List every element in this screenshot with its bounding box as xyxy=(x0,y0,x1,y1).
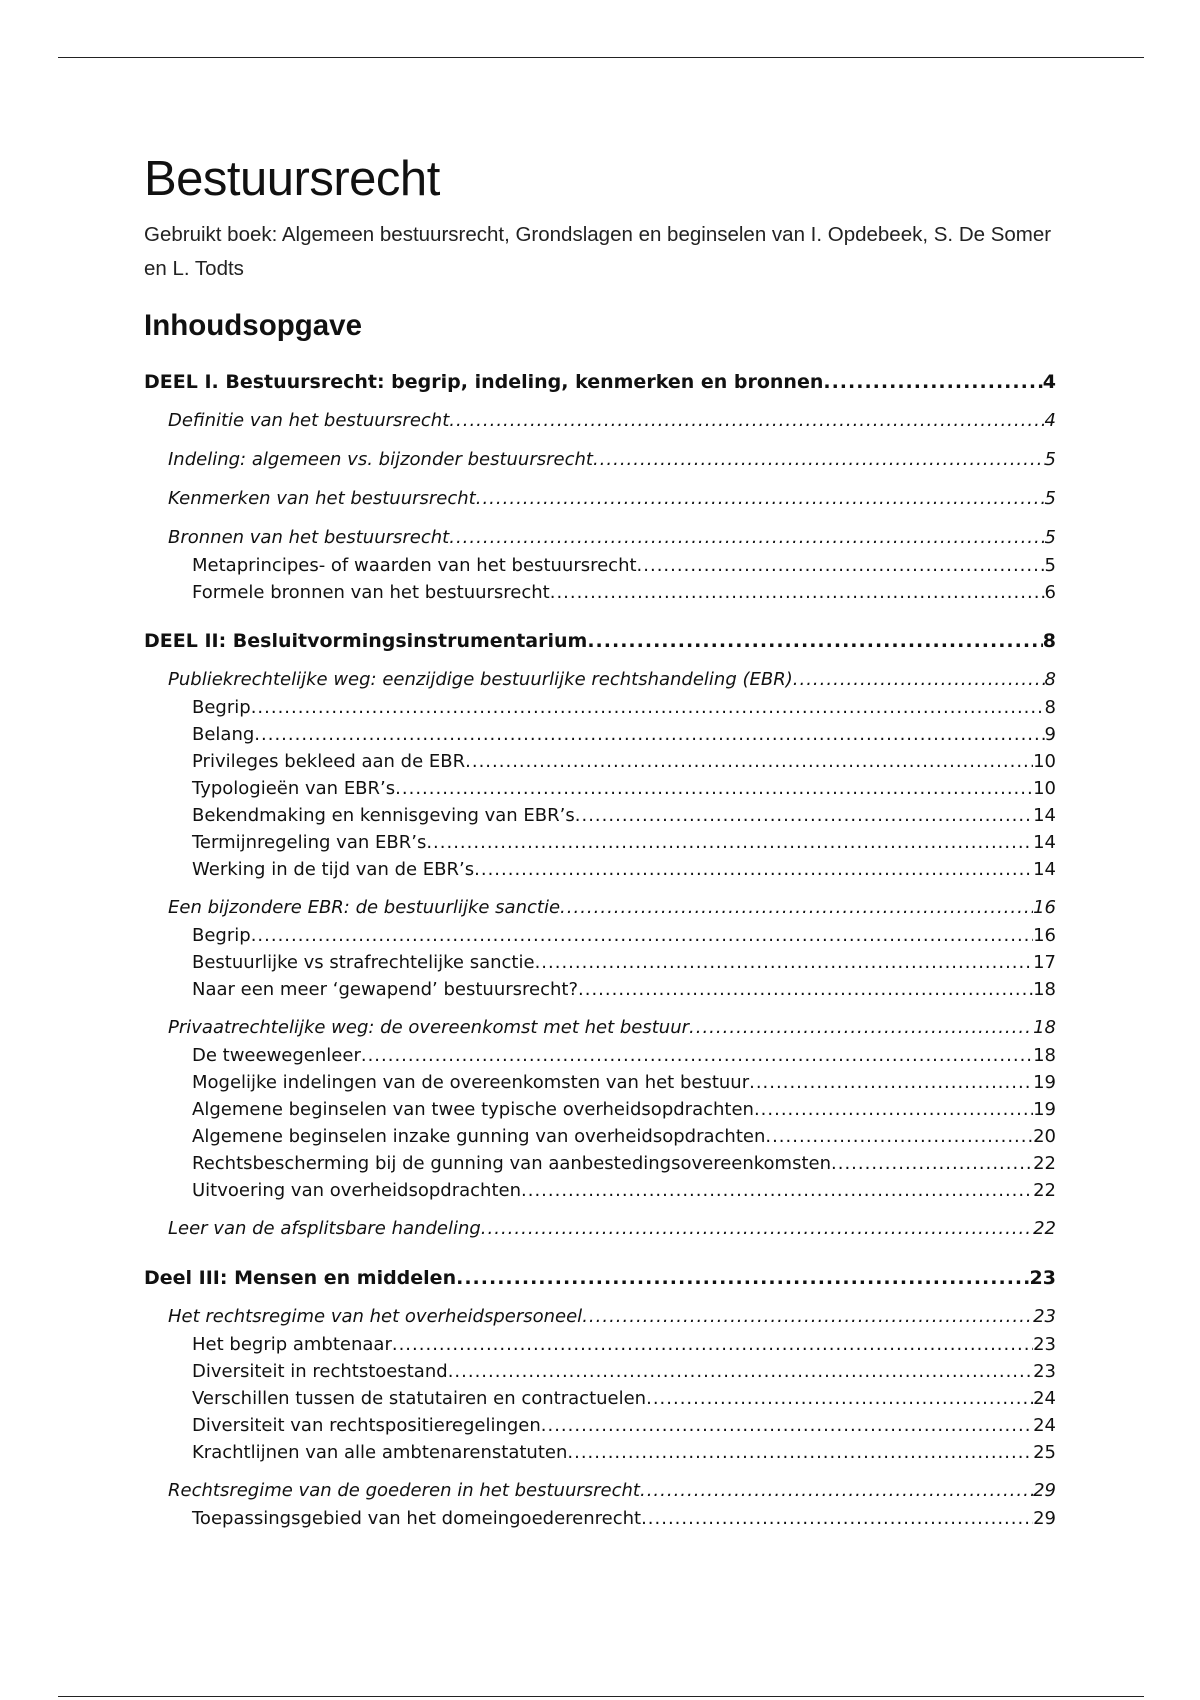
toc-leader xyxy=(395,775,1033,802)
toc-page-number: 29 xyxy=(1033,1508,1056,1529)
document-title: Bestuursrecht xyxy=(144,152,440,206)
toc-entry-title: Diversiteit van rechtspositieregelingen xyxy=(192,1415,541,1436)
toc-section[interactable] xyxy=(144,1177,1056,1204)
toc-entry-title: Definitie van het bestuursrecht xyxy=(168,410,450,431)
toc-page-number: 24 xyxy=(1033,1415,1056,1436)
toc-entry-title: Indeling: algemeen vs. bijzonder bestuursrecht xyxy=(168,449,593,470)
toc-leader xyxy=(481,1215,1033,1243)
document-subtitle: Gebruikt boek: Algemeen bestuursrecht, Grondslagen en beginselen van I. Opdebeek, S. De Somer en L. Todts xyxy=(144,223,1052,280)
toc-chapter[interactable] xyxy=(144,666,1056,694)
toc-page-number: 14 xyxy=(1033,859,1056,880)
toc-entry-title: Bestuurlijke vs strafrechtelijke sanctie xyxy=(192,952,535,973)
toc-entry-title: Begrip xyxy=(192,697,251,718)
toc-section[interactable] xyxy=(144,1358,1056,1385)
toc-section[interactable] xyxy=(144,829,1056,856)
toc-entry-title: Het rechtsregime van het overheidspersoneel xyxy=(168,1306,583,1327)
toc-chapter[interactable] xyxy=(144,524,1056,552)
toc-section[interactable] xyxy=(144,748,1056,775)
toc-entry-title: Kenmerken van het bestuursrecht xyxy=(168,488,476,509)
toc-chapter[interactable] xyxy=(144,485,1056,513)
toc-page-number: 22 xyxy=(1033,1153,1056,1174)
toc-page-number: 18 xyxy=(1033,979,1056,1000)
toc-leader xyxy=(749,1069,1033,1096)
toc-leader xyxy=(593,446,1045,474)
toc-leader xyxy=(465,748,1033,775)
toc-page-number: 10 xyxy=(1033,751,1056,772)
toc-page-number: 19 xyxy=(1033,1099,1056,1120)
toc-entry-title: Diversiteit in rechtstoestand xyxy=(192,1361,448,1382)
toc-page-number: 8 xyxy=(1044,669,1056,690)
toc-leader xyxy=(535,949,1034,976)
toc-leader xyxy=(582,1303,1033,1331)
toc-page-number: 6 xyxy=(1044,582,1056,603)
toc-leader xyxy=(560,894,1033,922)
toc-entry-title: DEEL II: Besluitvormingsinstrumentarium xyxy=(144,630,588,652)
toc-chapter[interactable] xyxy=(144,894,1056,922)
toc-entry-title: Privileges bekleed aan de EBR xyxy=(192,751,466,772)
toc-section[interactable] xyxy=(144,856,1056,883)
toc-leader xyxy=(254,721,1044,748)
toc-part-3[interactable] xyxy=(144,1264,1056,1292)
toc-entry-title: Werking in de tijd van de EBR’s xyxy=(192,859,475,880)
toc-entry-title: Belang xyxy=(192,724,255,745)
toc-leader xyxy=(448,1358,1033,1385)
toc-page-number: 14 xyxy=(1033,805,1056,826)
toc-leader xyxy=(823,368,1042,396)
toc-page-number: 8 xyxy=(1044,697,1056,718)
toc-section[interactable] xyxy=(144,1439,1056,1466)
toc-leader xyxy=(640,1477,1033,1505)
toc-section[interactable] xyxy=(144,1331,1056,1358)
page-content xyxy=(144,140,1056,1532)
toc-page-number: 24 xyxy=(1033,1388,1056,1409)
toc-entry-title: Termijnregeling van EBR’s xyxy=(192,832,427,853)
toc-leader xyxy=(521,1177,1033,1204)
toc-entry-title: Algemene beginselen van twee typische overheidsopdrachten xyxy=(192,1099,754,1120)
toc-leader xyxy=(449,524,1044,552)
toc-leader xyxy=(793,666,1045,694)
toc-page-number: 5 xyxy=(1044,527,1056,548)
toc-entry-title: Rechtsregime van de goederen in het bestuursrecht xyxy=(168,1480,640,1501)
toc-entry-title: Bekendmaking en kennisgeving van EBR’s xyxy=(192,805,575,826)
toc-entry-title: Formele bronnen van het bestuursrecht xyxy=(192,582,550,603)
toc-section[interactable] xyxy=(144,1123,1056,1150)
toc-page-number: 4 xyxy=(1042,371,1056,393)
toc-leader xyxy=(637,552,1045,579)
toc-leader xyxy=(541,1412,1033,1439)
toc-section[interactable] xyxy=(144,1096,1056,1123)
toc-page-number: 23 xyxy=(1033,1361,1056,1382)
toc-leader xyxy=(754,1096,1033,1123)
toc-page-number: 10 xyxy=(1033,778,1056,799)
toc-page-number: 23 xyxy=(1033,1306,1056,1327)
toc-leader xyxy=(476,485,1045,513)
toc-leader xyxy=(575,802,1033,829)
toc-leader xyxy=(587,627,1042,655)
toc-heading: Inhoudsopgave xyxy=(144,309,362,342)
toc-leader xyxy=(456,1264,1029,1292)
toc-chapter[interactable] xyxy=(144,1477,1056,1505)
toc-page-number: 8 xyxy=(1042,630,1056,652)
toc-entry-title: De tweewegenleer xyxy=(192,1045,361,1066)
toc-entry-title: Uitvoering van overheidsopdrachten xyxy=(192,1180,521,1201)
toc-chapter[interactable] xyxy=(144,1014,1056,1042)
toc-section[interactable] xyxy=(144,949,1056,976)
toc-chapter[interactable] xyxy=(144,446,1056,474)
toc-page-number: 5 xyxy=(1044,555,1056,576)
toc-leader xyxy=(646,1385,1033,1412)
toc-leader xyxy=(578,976,1033,1003)
toc-section[interactable] xyxy=(144,1042,1056,1069)
toc-page-number: 25 xyxy=(1033,1442,1056,1463)
toc-entry-title: DEEL I. Bestuursrecht: begrip, indeling, kenmerken en bronnen xyxy=(144,371,824,393)
toc-entry-title: Naar een meer ‘gewapend’ bestuursrecht? xyxy=(192,979,579,1000)
toc-leader xyxy=(392,1331,1033,1358)
toc-leader xyxy=(449,407,1044,435)
toc-entry-title: Publiekrechtelijke weg: eenzijdige bestuurlijke rechtshandeling (EBR) xyxy=(168,669,793,690)
toc-leader xyxy=(567,1439,1033,1466)
toc-entry-title: Privaatrechtelijke weg: de overeenkomst met het bestuur xyxy=(168,1017,690,1038)
toc-entry-title: Metaprincipes- of waarden van het bestuursrecht xyxy=(192,555,637,576)
toc-leader xyxy=(361,1042,1033,1069)
toc-section[interactable] xyxy=(144,922,1056,949)
toc-entry-title: Krachtlijnen van alle ambtenarenstatuten xyxy=(192,1442,568,1463)
toc-section[interactable] xyxy=(144,775,1056,802)
toc-section[interactable] xyxy=(144,552,1056,579)
toc-page-number: 23 xyxy=(1033,1334,1056,1355)
toc-section[interactable] xyxy=(144,721,1056,748)
toc-page-number: 18 xyxy=(1033,1045,1056,1066)
toc-entry-title: Deel III: Mensen en middelen xyxy=(144,1267,457,1289)
toc-section[interactable] xyxy=(144,802,1056,829)
toc-page-number: 14 xyxy=(1033,832,1056,853)
toc-page-number: 18 xyxy=(1033,1017,1056,1038)
toc-page-number: 5 xyxy=(1044,488,1056,509)
toc-leader xyxy=(426,829,1033,856)
toc-leader xyxy=(474,856,1033,883)
toc-section[interactable] xyxy=(144,1069,1056,1096)
toc-page-number: 29 xyxy=(1033,1480,1056,1501)
toc-section[interactable] xyxy=(144,1412,1056,1439)
toc-chapter[interactable] xyxy=(144,1215,1056,1243)
toc-part-2[interactable] xyxy=(144,627,1056,655)
toc-entry-title: Rechtsbescherming bij de gunning van aanbestedingsovereenkomsten xyxy=(192,1153,831,1174)
toc-part-1[interactable] xyxy=(144,368,1056,396)
toc-section[interactable] xyxy=(144,1150,1056,1177)
toc-section[interactable] xyxy=(144,579,1056,606)
toc-page-number: 16 xyxy=(1033,897,1056,918)
toc-leader xyxy=(251,922,1033,949)
toc-leader xyxy=(689,1014,1033,1042)
header-rule xyxy=(58,57,1144,58)
toc-chapter[interactable] xyxy=(144,1303,1056,1331)
toc-entry-title: Leer van de afsplitsbare handeling xyxy=(168,1218,481,1239)
toc-entry-title: Verschillen tussen de statutairen en contractuelen xyxy=(192,1388,647,1409)
toc-section[interactable] xyxy=(144,976,1056,1003)
toc-entry-title: Algemene beginselen inzake gunning van overheidsopdrachten xyxy=(192,1126,766,1147)
toc-leader xyxy=(550,579,1045,606)
toc-entry-title: Toepassingsgebied van het domeingoederenrecht xyxy=(192,1508,642,1529)
toc-entry-title: Typologieën van EBR’s xyxy=(192,778,396,799)
toc-page-number: 22 xyxy=(1033,1218,1056,1239)
table-of-contents xyxy=(144,368,1056,1532)
toc-page-number: 16 xyxy=(1033,925,1056,946)
toc-page-number: 4 xyxy=(1044,410,1056,431)
toc-entry-title: Bronnen van het bestuursrecht xyxy=(168,527,450,548)
toc-page-number: 20 xyxy=(1033,1126,1056,1147)
toc-entry-title: Mogelijke indelingen van de overeenkomsten van het bestuur xyxy=(192,1072,750,1093)
toc-page-number: 22 xyxy=(1033,1180,1056,1201)
toc-page-number: 5 xyxy=(1044,449,1056,470)
toc-leader xyxy=(641,1505,1033,1532)
toc-entry-title: Begrip xyxy=(192,925,251,946)
toc-section[interactable] xyxy=(144,1385,1056,1412)
toc-leader xyxy=(765,1123,1033,1150)
footer-rule xyxy=(58,1696,1144,1697)
toc-page-number: 9 xyxy=(1044,724,1056,745)
toc-leader xyxy=(251,694,1045,721)
toc-leader xyxy=(831,1150,1033,1177)
toc-entry-title: Een bijzondere EBR: de bestuurlijke sanctie xyxy=(168,897,561,918)
toc-page-number: 23 xyxy=(1029,1267,1056,1289)
toc-section[interactable] xyxy=(144,694,1056,721)
toc-page-number: 19 xyxy=(1033,1072,1056,1093)
toc-section[interactable] xyxy=(144,1505,1056,1532)
toc-chapter[interactable] xyxy=(144,407,1056,435)
toc-entry-title: Het begrip ambtenaar xyxy=(192,1334,392,1355)
toc-page-number: 17 xyxy=(1033,952,1056,973)
